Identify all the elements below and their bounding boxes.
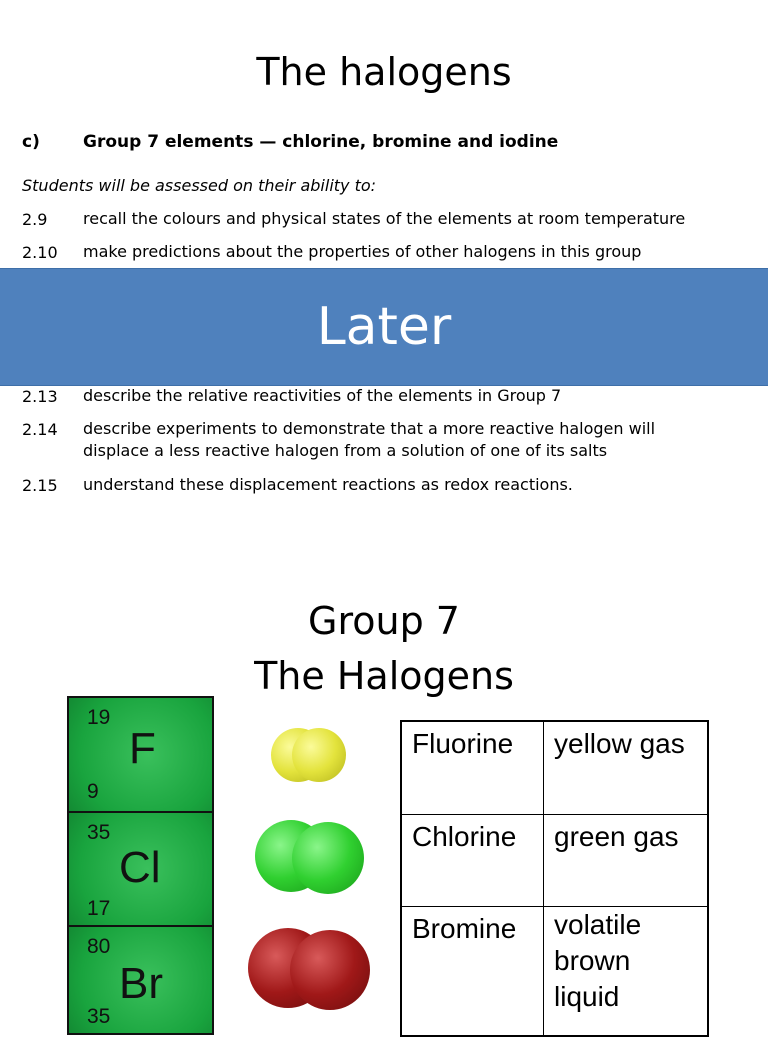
slide-title (0, 594, 768, 704)
element-name-cell: Fluorine (401, 721, 544, 814)
element-tile-chlorine (67, 811, 214, 927)
halogen-properties-table (400, 720, 709, 1037)
element-description-cell: yellow gas (544, 721, 709, 814)
section-title: Group 7 elements — chlorine, bromine and iodine (83, 132, 559, 152)
atomic-number: 35 (87, 1005, 111, 1028)
section-letter: c) (22, 132, 40, 152)
molecule-models (222, 708, 392, 1024)
spec-intro: Students will be assessed on their ability to: (22, 176, 377, 195)
element-symbol: Cl (119, 843, 161, 892)
title-line-2: The Halogens (254, 654, 514, 698)
spec-item-number: 2.10 (22, 243, 58, 262)
spec-item-text: recall the colours and physical states of the elements at room temperature (83, 209, 686, 228)
spec-item-text: describe experiments to demonstrate that a more reactive halogen will displace a less reactive halogen from a solution of one of its salts (83, 419, 656, 460)
spec-item-number: 2.9 (22, 210, 48, 229)
element-tile-fluorine (67, 696, 214, 813)
table-row (401, 721, 708, 814)
chlorine-molecule-atom (292, 822, 364, 894)
element-symbol: Br (119, 959, 163, 1008)
element-name-cell: Bromine (401, 906, 544, 1036)
later-banner (0, 268, 768, 386)
element-description-cell: volatile brown liquid (544, 906, 709, 1036)
mass-number: 80 (87, 935, 111, 958)
element-symbol: F (129, 724, 156, 773)
slide-title: The halogens (256, 50, 512, 94)
spec-item-number: 2.15 (22, 476, 58, 495)
element-tile-bromine (67, 925, 214, 1035)
spec-item-text: describe the relative reactivities of the elements in Group 7 (83, 386, 562, 405)
spec-item-text: make predictions about the properties of other halogens in this group (83, 242, 642, 261)
element-name-cell: Chlorine (401, 814, 544, 906)
fluorine-molecule-atom (292, 728, 346, 782)
title-line-1: Group 7 (308, 599, 460, 643)
mass-number: 35 (87, 821, 111, 844)
spec-item-text: understand these displacement reactions as redox reactions. (83, 475, 573, 494)
atomic-number: 17 (87, 897, 111, 920)
spec-item-number: 2.13 (22, 387, 58, 406)
table-row (401, 814, 708, 906)
atomic-number: 9 (87, 780, 99, 803)
bromine-molecule-atom (290, 930, 370, 1010)
element-description-cell: green gas (544, 814, 709, 906)
banner-text: Later (316, 297, 452, 357)
mass-number: 19 (87, 706, 111, 729)
spec-item-number: 2.14 (22, 420, 58, 439)
table-row (401, 906, 708, 1036)
